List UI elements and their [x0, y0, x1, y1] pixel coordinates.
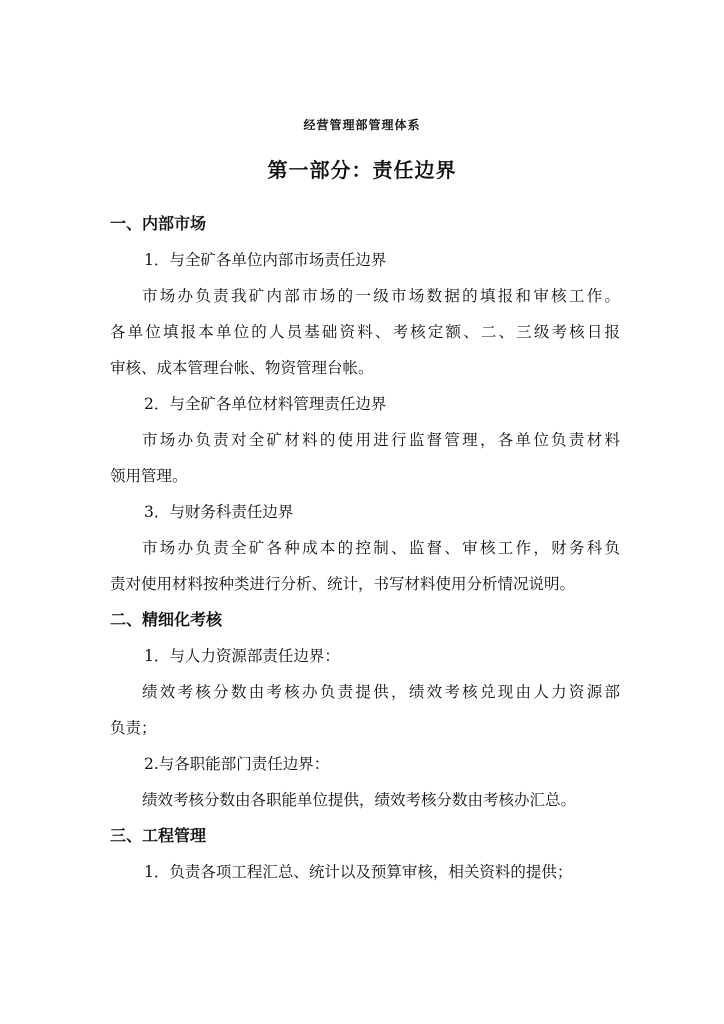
paragraph-line: 市场办负责对全矿材料的使用进行监督管理，各单位负责材料: [142, 431, 620, 449]
paragraph-line: 责对使用材料按种类进行分析、统计，书写材料使用分析情况说明。: [110, 575, 576, 593]
section-heading-internal-market: 一、内部市场: [110, 214, 207, 233]
document-body: [110, 206, 620, 890]
section-heading-engineering-management: 三、工程管理: [110, 826, 207, 845]
paragraph-line: 领用管理。: [110, 467, 188, 485]
part-title: 第一部分：责任边界: [267, 158, 457, 182]
subheading: 1．与全矿各单位内部市场责任边界: [144, 251, 387, 269]
paragraph-line: 负责；: [110, 719, 157, 737]
paragraph-line: 市场办负责全矿各种成本的控制、监督、审核工作，财务科负: [142, 539, 620, 557]
subheading: 1．与人力资源部责任边界：: [144, 647, 340, 665]
subheading: 2.与各职能部门责任边界：: [144, 755, 330, 773]
paragraph-line: 绩效考核分数由考核办负责提供，绩效考核兑现由人力资源部: [142, 683, 620, 701]
subheading: 3．与财务科责任边界: [144, 503, 294, 521]
paragraph-line: 审核、成本管理台帐、物资管理台帐。: [110, 359, 374, 377]
subheading: 1．负责各项工程汇总、统计以及预算审核，相关资料的提供；: [144, 863, 573, 881]
document-title: 经营管理部管理体系: [303, 118, 421, 132]
paragraph-line: 绩效考核分数由各职能单位提供，绩效考核分数由考核办汇总。: [142, 791, 577, 809]
section-heading-refined-assessment: 二、精细化考核: [110, 610, 223, 629]
paragraph-line: 市场办负责我矿内部市场的一级市场数据的填报和审核工作。: [142, 287, 620, 305]
subheading: 2．与全矿各单位材料管理责任边界: [144, 395, 387, 413]
paragraph-line: 各单位填报本单位的人员基础资料、考核定额、二、三级考核日报: [110, 323, 620, 341]
